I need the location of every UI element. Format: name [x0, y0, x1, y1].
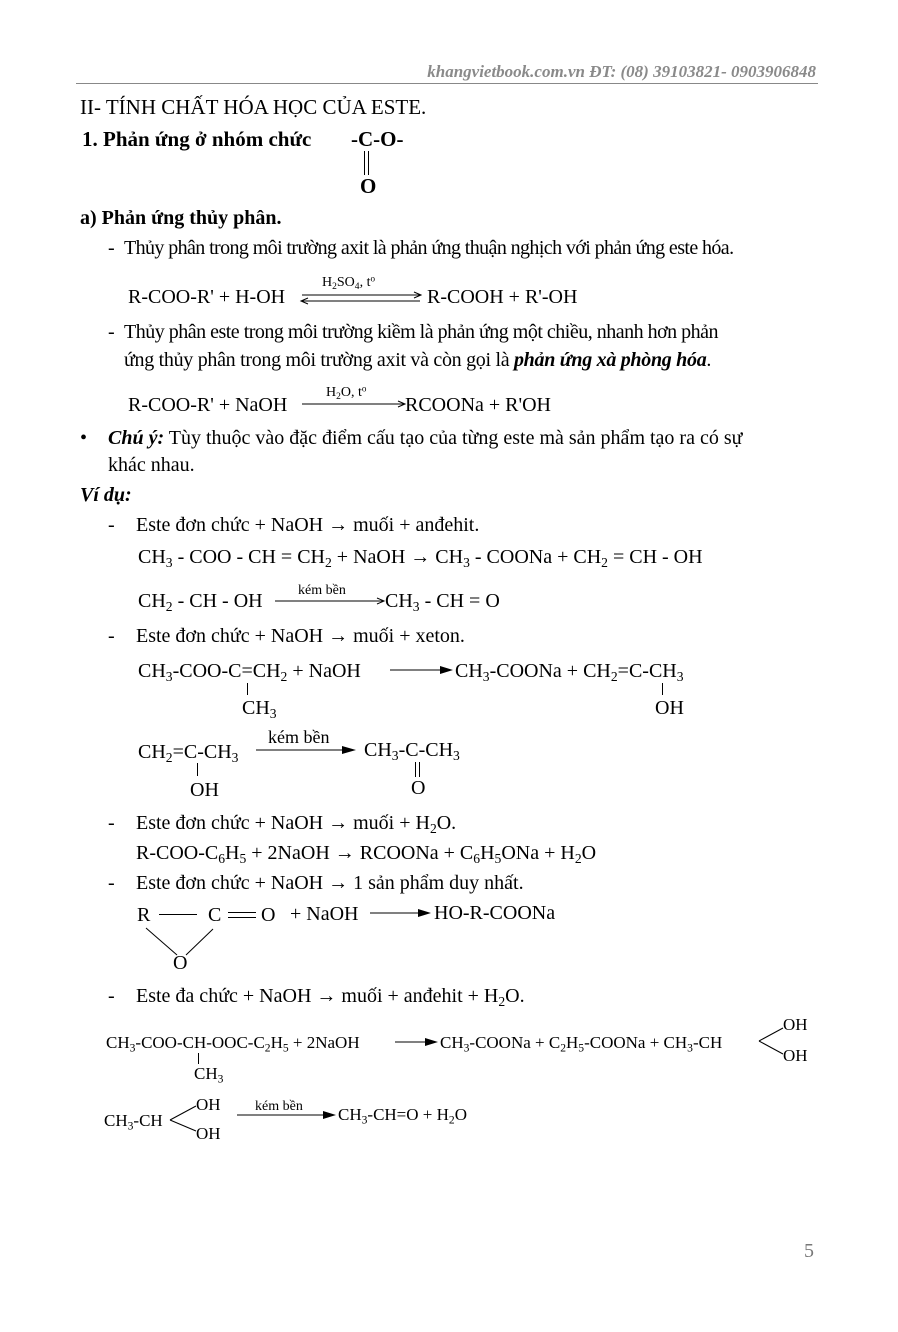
arrow-icon	[256, 745, 358, 755]
ex4-o: O	[261, 904, 276, 926]
ex2-formula-right	[455, 660, 684, 685]
eq1-left: R-COO-R' + H-OH	[128, 286, 286, 308]
bond	[198, 1053, 199, 1064]
ex2-desc: Este đơn chức + NaOH → muối + xeton.	[136, 625, 465, 647]
text: .	[706, 349, 712, 371]
subscript: 2	[336, 391, 341, 402]
ex1-desc: Este đơn chức + NaOH → muối + anđehit.	[136, 514, 480, 536]
formula-text: H	[480, 842, 495, 864]
ex4-c: C	[208, 904, 222, 926]
subscript: 3	[391, 748, 399, 764]
formula-text: CH	[138, 660, 166, 682]
subscript: 2	[498, 994, 506, 1010]
dash: -	[108, 985, 115, 1007]
subscript: 3	[165, 555, 173, 571]
bonds	[170, 1103, 198, 1133]
functional-group: -C-O-	[351, 127, 404, 151]
ex2-formula2-left	[138, 741, 239, 766]
subscript: 3	[231, 750, 239, 766]
formula-text: + 2NaOH	[288, 1033, 360, 1052]
superscript: o	[361, 383, 367, 394]
eq2-right: RCOONa + R'OH	[405, 394, 551, 416]
formula-text: ONa + H	[501, 842, 575, 864]
ex1-formula2-left	[138, 590, 263, 615]
formula-text: - COO - CH = CH	[172, 546, 325, 568]
double-bond	[228, 912, 256, 913]
formula-text: O	[454, 1105, 467, 1124]
bonds	[759, 1026, 785, 1056]
subscript: 2	[165, 599, 173, 615]
ex2-branch-oh2: OH	[190, 779, 219, 801]
double-bond	[415, 762, 416, 777]
note-text-2: khác nhau.	[108, 454, 195, 476]
ex2-branch-ch3	[242, 697, 277, 722]
subscript: 3	[269, 706, 277, 722]
double-bond	[368, 151, 369, 175]
double-bond	[364, 151, 365, 175]
ex1-condition: kém bền	[298, 583, 346, 598]
formula-text: + NaOH	[287, 660, 361, 682]
header-contact: khangvietbook.com.vn ĐT: (08) 39103821- 0903906848	[427, 62, 816, 81]
ex2-condition: kém bền	[268, 727, 330, 747]
formula-text: -COO-CH-OOC-C	[135, 1033, 265, 1052]
formula-text: - CH = O	[419, 590, 500, 612]
ex3-formula	[136, 842, 597, 867]
subscript: 4	[354, 281, 360, 292]
bond	[159, 914, 197, 915]
subscript: 5	[494, 851, 502, 867]
formula-text: , t	[359, 275, 371, 290]
ex3-desc	[136, 812, 457, 837]
arrow-icon	[395, 1037, 439, 1047]
eq2-left: R-COO-R' + NaOH	[128, 394, 288, 416]
formula-text: CH	[106, 1033, 130, 1052]
formula-text: CH	[385, 590, 413, 612]
formula-text: =C-CH	[617, 660, 677, 682]
ex2-branch-o: O	[411, 777, 426, 799]
subscript: 3	[482, 669, 490, 685]
ex2-branch-oh: OH	[655, 697, 684, 719]
eq1-right: R-COOH + R'-OH	[427, 286, 578, 308]
subscript: 2	[325, 555, 332, 571]
subscript: 3	[412, 599, 420, 615]
subscript: 3	[463, 555, 470, 571]
note-label: Chú ý:	[108, 427, 165, 449]
reversible-arrow-icon	[300, 292, 424, 304]
arrow-icon	[237, 1110, 337, 1120]
subscript: 2	[448, 1113, 455, 1127]
formula-text: CH	[242, 697, 270, 719]
formula-text: CH	[338, 1105, 362, 1124]
subscript: 3	[453, 748, 460, 764]
dash: -	[108, 812, 115, 834]
formula-text: CH	[138, 590, 166, 612]
double-bond	[419, 762, 420, 777]
formula-text: H	[225, 842, 240, 864]
subsection-a-title: a) Phản ứng thủy phân.	[80, 207, 282, 229]
subscript: 3	[676, 669, 684, 685]
functional-group-oxygen: O	[360, 174, 377, 198]
superscript: o	[370, 273, 375, 284]
formula-text: H	[270, 1033, 283, 1052]
formula-text: CH	[455, 660, 483, 682]
subsection-title: 1. Phản ứng ở nhóm chức	[82, 127, 312, 151]
formula-text: CH	[138, 546, 166, 568]
bond	[197, 763, 198, 776]
formula-text: - COONa + CH	[469, 546, 602, 568]
arrow-icon	[302, 400, 406, 408]
eq2-condition	[326, 385, 366, 400]
emphasis: phản ứng xà phòng hóa	[513, 349, 707, 371]
subscript: 2	[264, 1041, 271, 1055]
ex4-r: R	[137, 904, 151, 926]
subscript: 5	[578, 1041, 585, 1055]
ex2-formula-left	[138, 660, 361, 685]
dash: -	[108, 237, 115, 259]
ex5-branch-ch3	[194, 1064, 224, 1086]
paragraph-base-hydrolysis: Thủy phân este trong môi trường kiềm là phản ứng một chiều, nhanh hơn phản	[124, 321, 719, 343]
section-title: II- TÍNH CHẤT HÓA HỌC CỦA ESTE.	[80, 95, 427, 119]
bullet-icon: •	[80, 427, 88, 449]
subscript: 6	[473, 851, 481, 867]
subscript: 2	[601, 555, 608, 571]
header-divider	[76, 83, 818, 84]
subscript: 2	[332, 281, 337, 292]
formula-text: SO	[336, 275, 355, 290]
subscript: 2	[610, 669, 618, 685]
subscript: 5	[239, 851, 247, 867]
dash: -	[108, 625, 115, 647]
ex5-oh2: OH	[783, 1046, 808, 1065]
formula-text: H	[326, 385, 337, 400]
ex5-desc	[136, 985, 525, 1010]
bond	[662, 683, 663, 695]
formula-text: = CH - OH	[607, 546, 703, 568]
ex5-formula-left	[106, 1033, 360, 1055]
subscript: 3	[361, 1113, 368, 1127]
example-label: Ví dụ:	[80, 484, 132, 506]
subscript: 2	[560, 1041, 566, 1055]
formula-text: Este đa chức + NaOH → muối + anđehit + H	[136, 985, 499, 1007]
formula-text: Este đơn chức + NaOH → muối + H	[136, 812, 430, 834]
paragraph-acid-hydrolysis: Thủy phân trong môi trường axit là phản ứng thuận nghịch với phản ứng este hóa.	[124, 237, 734, 259]
subscript: 3	[165, 669, 173, 685]
note-text: Tùy thuộc vào đặc điểm cấu tạo của từng este mà sản phẩm tạo ra có sự	[164, 427, 743, 449]
formula-text: -COO-C=CH	[172, 660, 281, 682]
formula-text: -C-CH	[398, 739, 454, 761]
formula-text: -CH	[133, 1111, 163, 1130]
formula-text: H	[322, 275, 333, 290]
formula-text: + 2NaOH → RCOONa + C	[246, 842, 474, 864]
formula-text: - CH - OH	[172, 590, 263, 612]
formula-text: O.	[505, 985, 525, 1007]
ex4-naoh: + NaOH	[290, 903, 359, 925]
ex4-ring-o: O	[173, 952, 188, 974]
ex5-oh4: OH	[196, 1124, 221, 1143]
ex5-formula2-right	[338, 1105, 467, 1127]
bond	[247, 683, 248, 695]
eq1-condition	[322, 275, 375, 290]
note	[108, 427, 742, 449]
formula-text: CH	[364, 739, 392, 761]
ex5-condition: kém bền	[255, 1099, 303, 1114]
paragraph-base-hydrolysis-2	[124, 349, 711, 371]
subscript: 3	[463, 1041, 470, 1055]
formula-text: R-COO-C	[136, 842, 219, 864]
ex1-formula2-right	[385, 590, 500, 615]
dash: -	[108, 321, 115, 343]
ex5-oh3: OH	[196, 1095, 221, 1114]
formula-text: + NaOH → CH	[331, 546, 464, 568]
arrow-icon	[370, 908, 432, 918]
formula-text: CH	[104, 1111, 128, 1130]
formula-text: -CH	[692, 1033, 723, 1052]
formula-text: =C-CH	[172, 741, 232, 763]
dash: -	[108, 872, 115, 894]
formula-text: H	[566, 1033, 579, 1052]
subscript: 3	[687, 1041, 693, 1055]
dash: -	[108, 514, 115, 536]
page-number: 5	[804, 1240, 814, 1262]
formula-text: O	[581, 842, 597, 864]
subscript: 2	[280, 669, 288, 685]
formula-text: CH	[138, 741, 166, 763]
formula-text: -COONa + CH	[584, 1033, 688, 1052]
ex4-desc: Este đơn chức + NaOH → 1 sản phẩm duy nhất.	[136, 872, 524, 894]
formula-text: CH	[194, 1064, 218, 1083]
subscript: 2	[429, 821, 437, 837]
ex5-formula-right	[440, 1033, 723, 1055]
formula-text: -COONa + C	[469, 1033, 561, 1052]
subscript: 2	[165, 750, 173, 766]
ex5-oh1: OH	[783, 1015, 808, 1034]
ex4-product: HO-R-COONa	[434, 902, 556, 924]
formula-text: O, t	[340, 385, 362, 400]
subscript: 5	[282, 1041, 289, 1055]
subscript: 2	[574, 851, 582, 867]
formula-text: -CH=O + H	[367, 1105, 449, 1124]
ex5-formula2-left	[104, 1111, 163, 1133]
formula-text: -COONa + CH	[489, 660, 611, 682]
subscript: 3	[217, 1072, 224, 1086]
subscript: 6	[218, 851, 226, 867]
formula-text: O.	[436, 812, 457, 834]
ex1-formula	[138, 546, 703, 571]
double-bond	[228, 917, 256, 918]
text: ứng thủy phân trong môi trường axit và còn gọi là	[124, 349, 514, 371]
ex2-formula2-right	[364, 739, 460, 764]
subscript: 3	[127, 1119, 134, 1133]
arrow-icon	[275, 597, 385, 605]
arrow-icon	[390, 665, 454, 675]
formula-text: CH	[440, 1033, 464, 1052]
subscript: 3	[129, 1041, 136, 1055]
